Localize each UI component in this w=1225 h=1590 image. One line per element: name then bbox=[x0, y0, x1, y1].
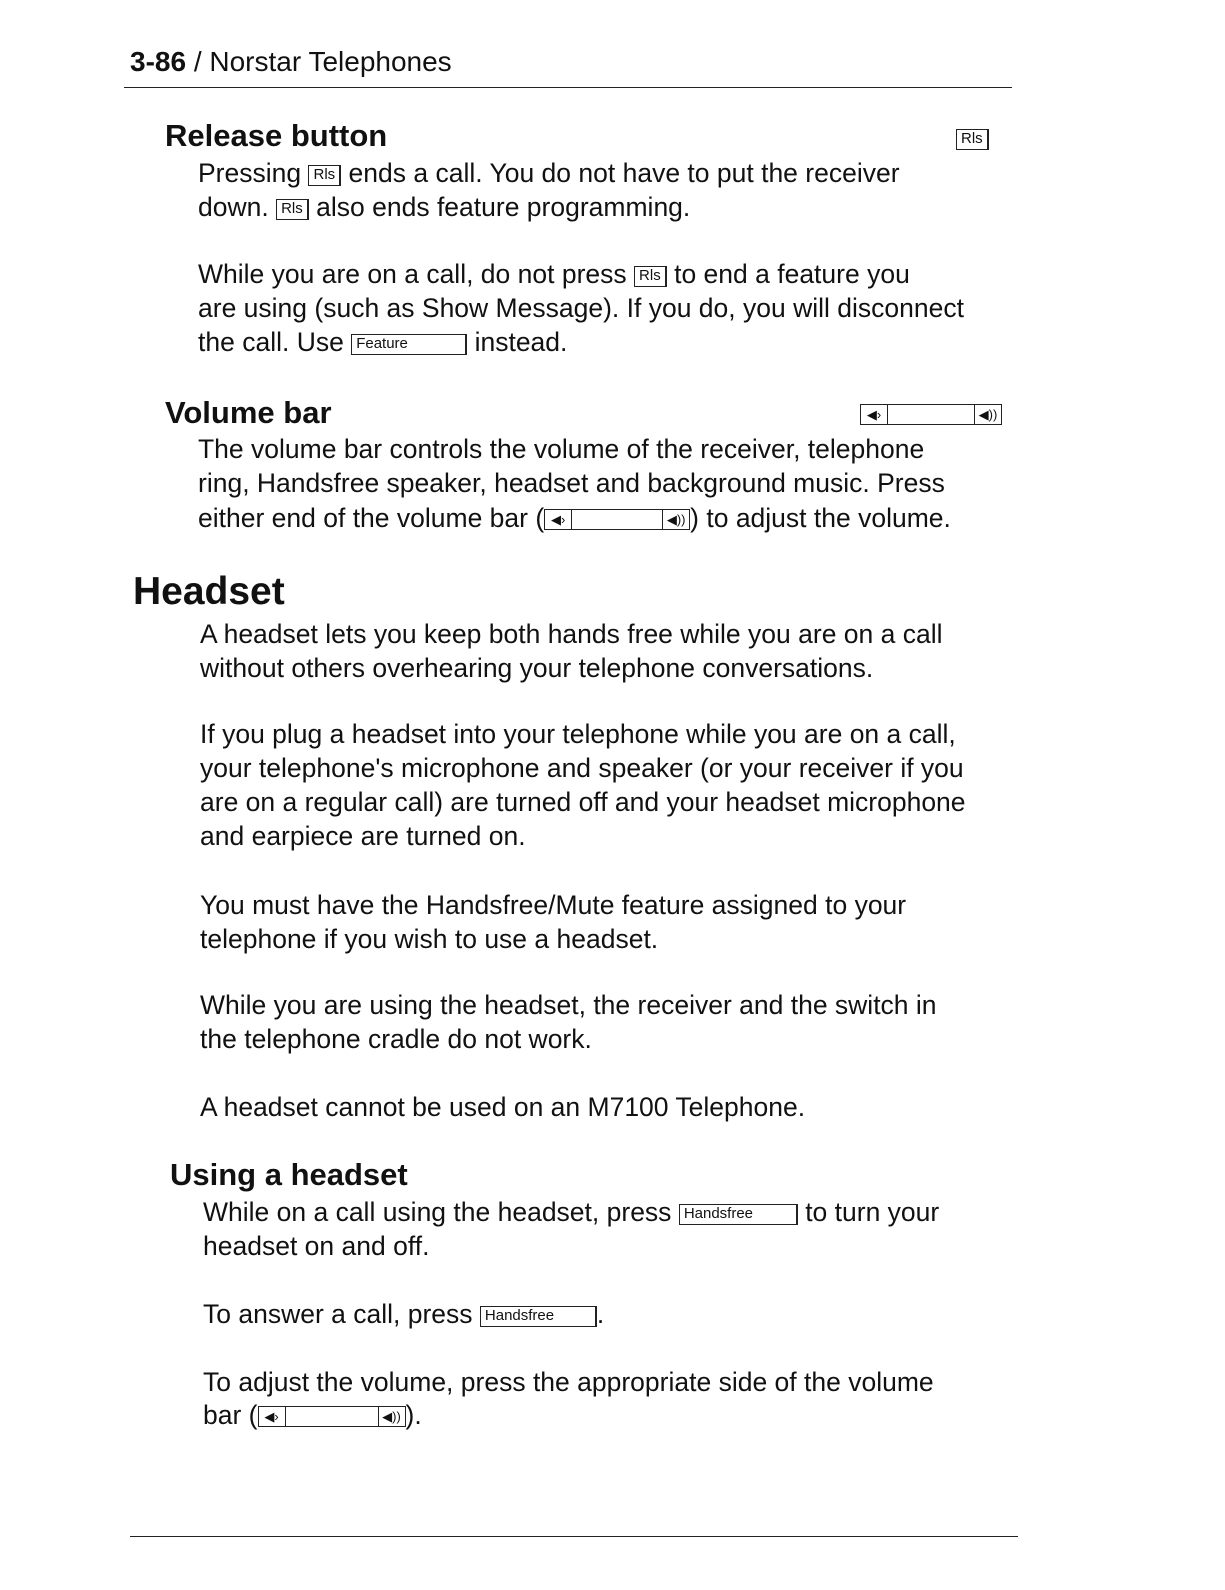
volume-bar-icon bbox=[544, 509, 690, 530]
volume-up-icon: ◀)) bbox=[974, 405, 1001, 424]
using-headset-heading: Using a headset bbox=[170, 1157, 408, 1192]
volume-bar-icon bbox=[258, 1406, 406, 1427]
headset-p5-line1: A headset cannot be used on an M7100 Telephone. bbox=[200, 1092, 806, 1122]
page-header bbox=[130, 46, 452, 78]
handsfree-key-icon: Handsfree bbox=[679, 1204, 798, 1225]
using-p3-line1: To adjust the volume, press the appropriate side of the volume bbox=[203, 1367, 934, 1397]
headset-p3-line1: You must have the Handsfree/Mute feature assigned to your bbox=[200, 890, 907, 920]
volume-down-icon: ◀› bbox=[259, 1407, 286, 1426]
release-p1-line2: down. Rls also ends feature programming. bbox=[198, 192, 691, 222]
release-button-heading: Release button bbox=[165, 118, 388, 153]
header-rule bbox=[124, 87, 1012, 88]
headset-p1-line2: without others overhearing your telephone conversations. bbox=[200, 653, 874, 683]
headset-p2-line3: are on a regular call) are turned off and your headset microphone bbox=[200, 787, 966, 817]
using-p2: To answer a call, press Handsfree . bbox=[203, 1299, 605, 1329]
volume-bar-icon bbox=[860, 404, 1002, 425]
volume-line1: The volume bar controls the volume of the receiver, telephone bbox=[198, 434, 925, 464]
volume-line2: ring, Handsfree speaker, headset and background music. Press bbox=[198, 468, 945, 498]
page-number: 3-86 bbox=[130, 46, 187, 77]
headset-p1-line1: A headset lets you keep both hands free while you are on a call bbox=[200, 619, 943, 649]
rls-key-icon: Rls bbox=[276, 199, 309, 220]
footer-rule bbox=[130, 1536, 1018, 1537]
release-p2-line2: are using (such as Show Message). If you do, you will disconnect bbox=[198, 293, 964, 323]
rls-key-icon: Rls bbox=[634, 266, 667, 287]
headset-heading: Headset bbox=[133, 570, 285, 613]
headset-p4-line1: While you are using the headset, the receiver and the switch in bbox=[200, 990, 937, 1020]
volume-up-icon: ◀)) bbox=[378, 1407, 405, 1426]
handsfree-key-icon: Handsfree bbox=[480, 1306, 597, 1327]
volume-down-icon: ◀› bbox=[545, 510, 572, 529]
using-p1-line2: headset on and off. bbox=[203, 1231, 430, 1261]
using-p3-line2: bar ( ◀› ◀)) ). bbox=[203, 1400, 422, 1430]
headset-p2-line4: and earpiece are turned on. bbox=[200, 821, 526, 851]
rls-key-icon: Rls bbox=[308, 165, 341, 186]
volume-line3: either end of the volume bar ( ◀› ◀)) ) to adjust the volume. bbox=[198, 503, 951, 533]
headset-p2-line1: If you plug a headset into your telephone while you are on a call, bbox=[200, 719, 956, 749]
release-p2-line3: the call. Use Feature instead. bbox=[198, 327, 568, 357]
using-p1-line1: While on a call using the headset, press Handsfree to turn your bbox=[203, 1197, 940, 1227]
headset-p4-line2: the telephone cradle do not work. bbox=[200, 1024, 592, 1054]
release-p2-line1: While you are on a call, do not press Rls to end a feature you bbox=[198, 259, 910, 289]
page-header-title: / Norstar Telephones bbox=[193, 46, 452, 77]
release-p1-line1: Pressing Rls ends a call. You do not have to put the receiver bbox=[198, 158, 900, 188]
volume-bar-heading: Volume bar bbox=[165, 395, 332, 430]
feature-key-icon: Feature bbox=[351, 334, 467, 355]
volume-up-icon: ◀)) bbox=[662, 510, 689, 529]
headset-p2-line2: your telephone's microphone and speaker (or your receiver if you bbox=[200, 753, 964, 783]
rls-key-icon: Rls bbox=[956, 129, 989, 150]
volume-down-icon: ◀› bbox=[861, 405, 888, 424]
headset-p3-line2: telephone if you wish to use a headset. bbox=[200, 924, 659, 954]
